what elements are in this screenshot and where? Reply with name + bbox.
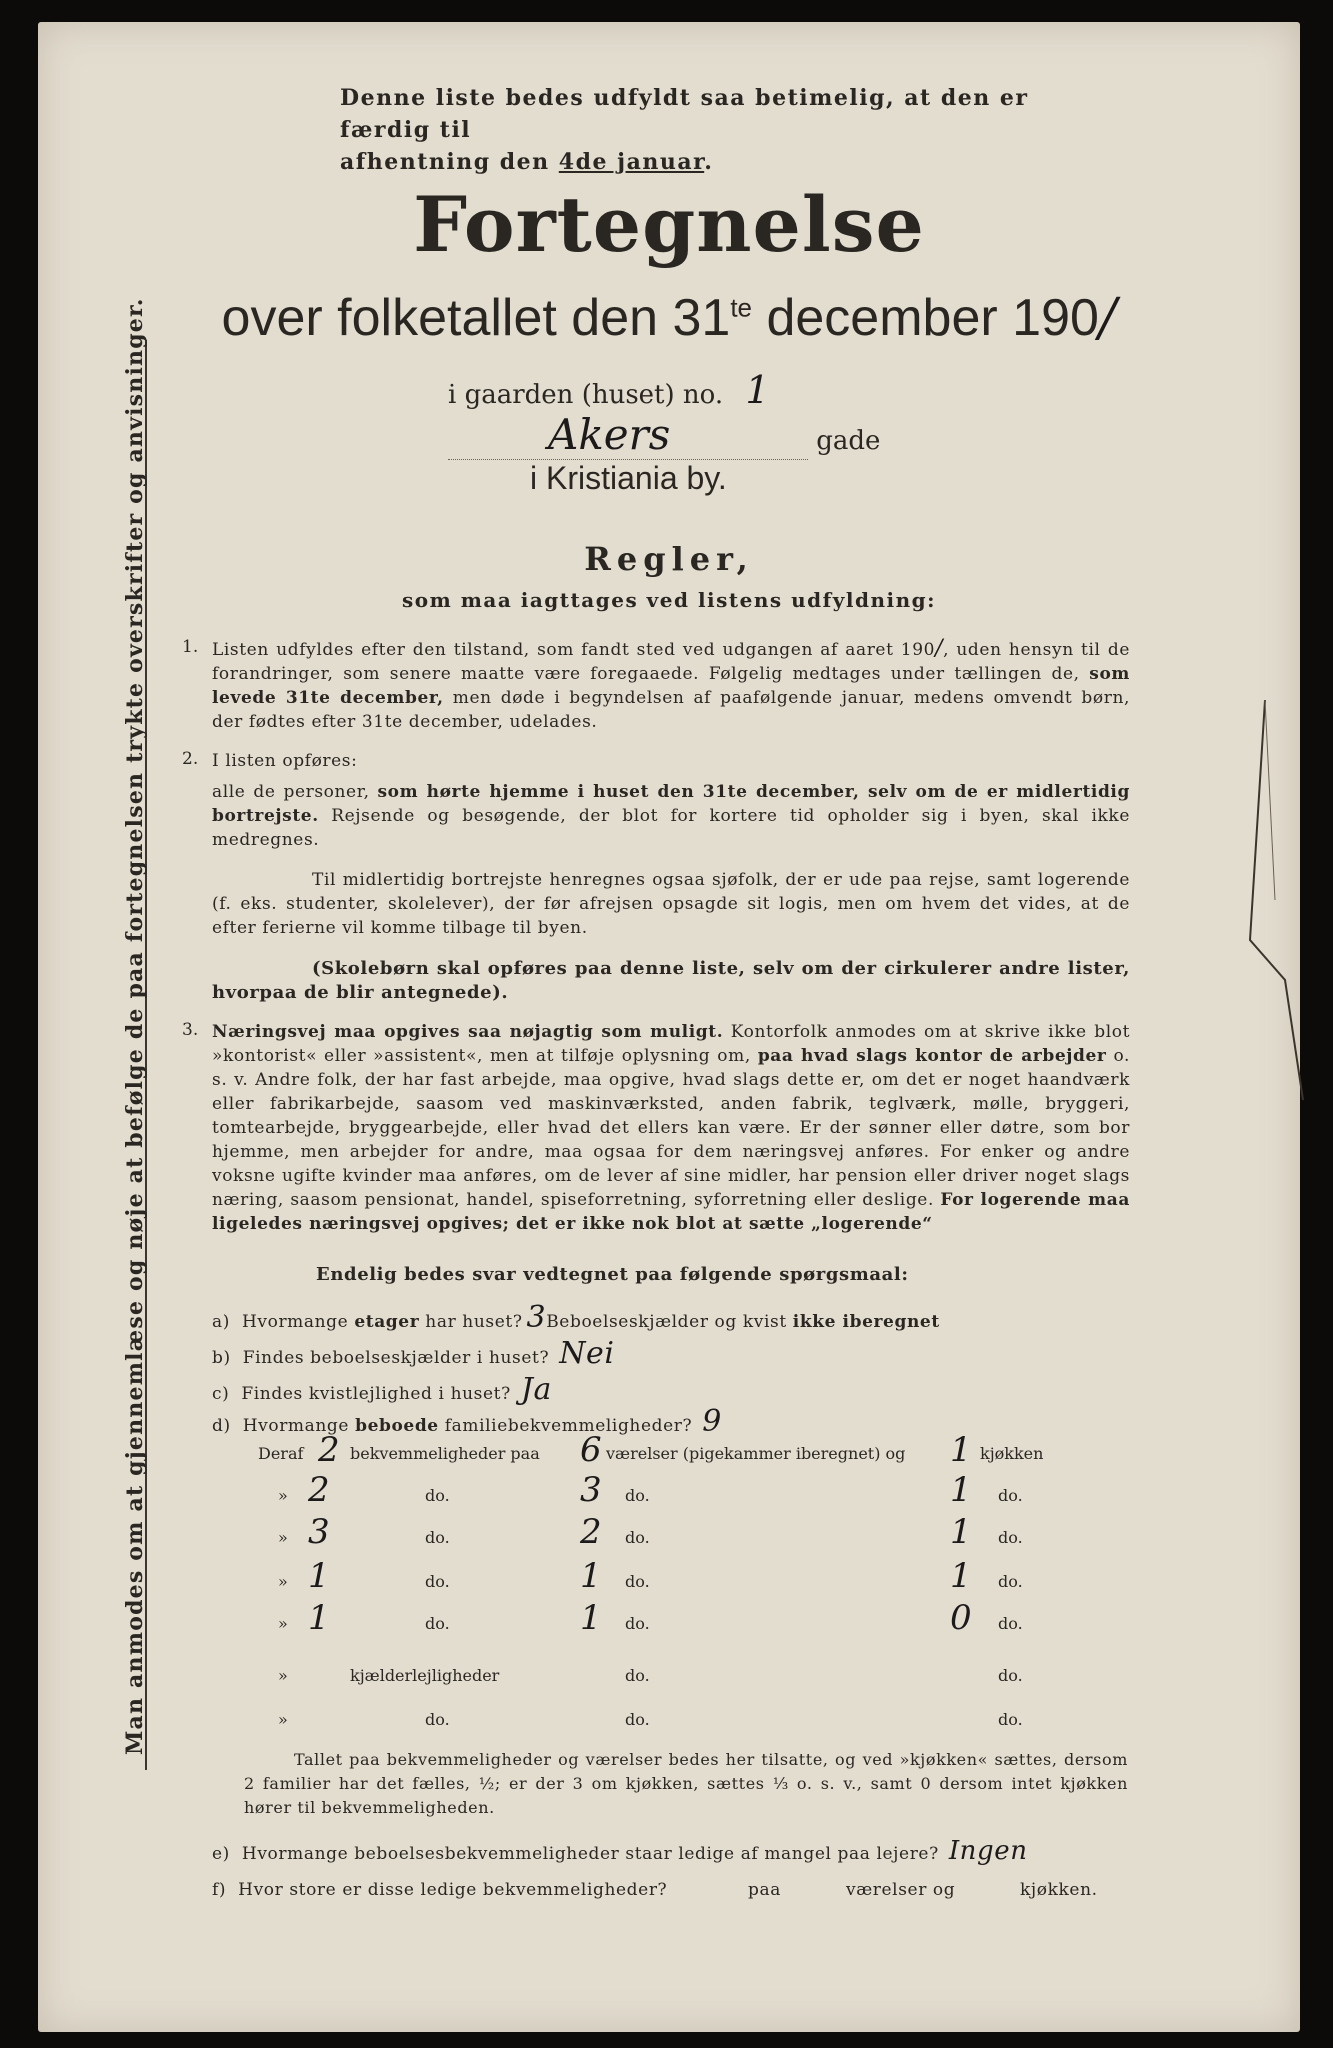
table-vaer-label: værelser (pigekammer iberegnet) og [606, 1444, 906, 1463]
kitchen-count[interactable]: 1 [950, 1470, 972, 1510]
question-f: f) Hvor store er disse ledige bekvemmeligheder? [212, 1880, 668, 1900]
question-e: e) Hvormange beboelsesbekvemmeligheder staar ledige af mangel paa lejere? Ingen [212, 1836, 1028, 1866]
street-suffix: gade [816, 426, 881, 456]
question-b: b) Findes beboelseskjælder i huset? Nei [212, 1336, 615, 1371]
house-label: i gaarden (huset) no. [448, 380, 724, 410]
page-subtitle: over folketallet den $31^{te}$ december 190/ [221, 288, 1117, 348]
room-count[interactable]: 3 [580, 1470, 602, 1510]
rule-number: 2. [182, 749, 199, 769]
rule-2-intro: I listen opføres: [212, 751, 358, 771]
side-instruction: Man anmodes om at gjennemlæse og nøje at befølge de paa fortegnelsen trykte overskrifter og anvisninger. [122, 297, 148, 1755]
dwelling-count[interactable]: 2 [308, 1470, 330, 1510]
row-quote: » [278, 1572, 288, 1591]
ditto: do. [998, 1614, 1023, 1633]
rule-number: 1. [182, 637, 199, 657]
ditto: do. [998, 1486, 1023, 1505]
rules-title: Regler, [584, 540, 754, 578]
attic-answer[interactable]: Ja [520, 1372, 552, 1407]
f-paa: paa [748, 1880, 781, 1900]
paper-fold [1245, 700, 1305, 1100]
row-quote: » [278, 1528, 288, 1547]
ditto: do. [625, 1486, 650, 1505]
f-kjokken: kjøkken. [1020, 1880, 1098, 1900]
kitchen-count[interactable]: 1 [950, 1512, 972, 1552]
table-kjokken-label: kjøkken [980, 1444, 1044, 1463]
table-bekv-label: bekvemmeligheder paa [350, 1444, 540, 1463]
ditto: do. [998, 1666, 1023, 1685]
ditto: do. [425, 1528, 450, 1547]
basement-flats-label: kjælderlejligheder [350, 1666, 500, 1685]
street-line [448, 410, 880, 460]
kitchen-count[interactable]: 1 [950, 1430, 972, 1470]
dwelling-count[interactable]: 2 [318, 1430, 340, 1470]
ditto: do. [425, 1614, 450, 1633]
year-handwritten: / [1098, 288, 1117, 348]
room-count[interactable]: 1 [580, 1556, 602, 1596]
ditto: do. [998, 1572, 1023, 1591]
notice-line2: afhentning den 4de januar. [340, 149, 714, 175]
question-d: d) Hvormange beboede familiebekvemmeligheder? 9 [212, 1404, 722, 1439]
dwelling-count[interactable]: 1 [308, 1556, 330, 1596]
basement-answer[interactable]: Nei [559, 1336, 615, 1371]
row-quote: » [278, 1486, 288, 1505]
rule-3: Næringsvej maa opgives saa nøjagtig som muligt. Kontorfolk anmodes om at skrive ikke blot »kontorist« eller »assistent«, men at tilføje oplysning om, paa hvad slags kontor de arbejder o. s. v. Andre folk, der har fast arbejde, maa opgive, hvad slags dette er, om det er noget haandværk eller fabrikarbejde, saasom ved maskinværksted, anden fabrik, teglværk, mølle, bryggeri, tomtearbejde, bryggearbejde, eller hvad det ellers kan være. Er der sønner eller døtre, som bor hjemme, men arbejder for andre, maa ogsaa for dem næringsvej anføres. For enker og andre voksne ugifte kvinder maa anføres, om de lever af sine midler, har pension eller driver noget slags næring, saasom pensionat, handel, spiseforretning, syforretning eller deslige. For logerende maa ligeledes næringsvej opgives; det er ikke nok blot at sætte „logerende“ [212, 1022, 1131, 1234]
ditto: do. [625, 1528, 650, 1547]
notice [340, 82, 1100, 178]
room-count[interactable]: 2 [580, 1512, 602, 1552]
notice-line1: Denne liste bedes udfyldt saa betimelig, at den er færdig til [340, 85, 1029, 143]
ditto: do. [425, 1710, 450, 1729]
page-title: Fortegnelse [413, 180, 925, 269]
ditto: do. [998, 1528, 1023, 1547]
room-count[interactable]: 6 [580, 1430, 602, 1470]
room-count[interactable]: 1 [580, 1598, 602, 1638]
year-digit: / [935, 636, 944, 661]
f-vaerelser: værelser og [846, 1880, 956, 1900]
tallet-note: Tallet paa bekvemmeligheder og værelser bedes her tilsatte, og ved »kjøkken« sættes, dersom 2 familier har det fælles, ½; er der 3 om kjøkken, sættes ⅓ o. s. v., samt 0 dersom intet kjøkken hører til bekvemmeligheden. [244, 1750, 1128, 1817]
city-line: i Kristiania by. [530, 460, 727, 496]
rule-2-para3: (Skolebørn skal opføres paa denne liste, selv om der cirkulerer andre lister, hvorpaa de blir antegnede). [212, 958, 1130, 1003]
dwelling-count[interactable]: 1 [308, 1598, 330, 1638]
ditto: do. [425, 1486, 450, 1505]
vacant-answer[interactable]: Ingen [948, 1836, 1028, 1866]
floors-answer[interactable]: 3 [526, 1300, 547, 1335]
rule-1: Listen udfyldes efter den tilstand, som fandt sted ved udgangen af aaret 190/, uden hensyn til de forandringer, som senere maatte være foregaaede. Følgelig medtages under tællingen de, som levede 31te december, men døde i begyndelsen af paafølgende januar, medens omvendt børn, der fødtes efter 31te december, udelades. [212, 636, 1130, 732]
street-name[interactable]: Akers [448, 410, 808, 460]
questions-title: Endelig bedes svar vedtegnet paa følgende spørgsmaal: [316, 1264, 909, 1285]
rules-subtitle: som maa iagttages ved listens udfyldning: [401, 588, 937, 612]
ditto: do. [625, 1710, 650, 1729]
row-quote: » [278, 1614, 288, 1633]
row-quote: » [278, 1710, 288, 1729]
rule-number: 3. [182, 1020, 199, 1040]
ditto: do. [998, 1710, 1023, 1729]
dwellings-answer[interactable]: 9 [702, 1404, 722, 1439]
row-quote: » [278, 1666, 288, 1685]
rule-2-para2: Til midlertidig bortrejste henregnes ogsaa sjøfolk, der er ude paa rejse, samt logerende (f. eks. studenter, skolelever), der før afrejsen opsagde sit logis, men om hvem det vides, at de efter ferierne vil komme tilbage til byen. [212, 870, 1130, 938]
ditto: do. [625, 1614, 650, 1633]
kitchen-count[interactable]: 1 [950, 1556, 972, 1596]
question-c: c) Findes kvistlejlighed i huset? Ja [212, 1372, 552, 1407]
ditto: do. [625, 1572, 650, 1591]
ditto: do. [625, 1666, 650, 1685]
table-derav: Deraf [258, 1444, 304, 1463]
question-a: a) Hvormange etager har huset? 3Beboelseskjælder og kvist ikke iberegnet [212, 1300, 940, 1335]
kitchen-count[interactable]: 0 [950, 1598, 972, 1638]
house-line [448, 368, 770, 412]
house-number[interactable]: 1 [745, 368, 770, 412]
dwelling-count[interactable]: 3 [308, 1512, 330, 1552]
ditto: do. [425, 1572, 450, 1591]
rule-2: alle de personer, som hørte hjemme i huset den 31te december, selv om de er midlertidig bortrejste. Rejsende og besøgende, der blot for kortere tid opholder sig i byen, skal ikke medregnes. [212, 782, 1130, 850]
pickup-date: 4de januar [558, 149, 705, 175]
